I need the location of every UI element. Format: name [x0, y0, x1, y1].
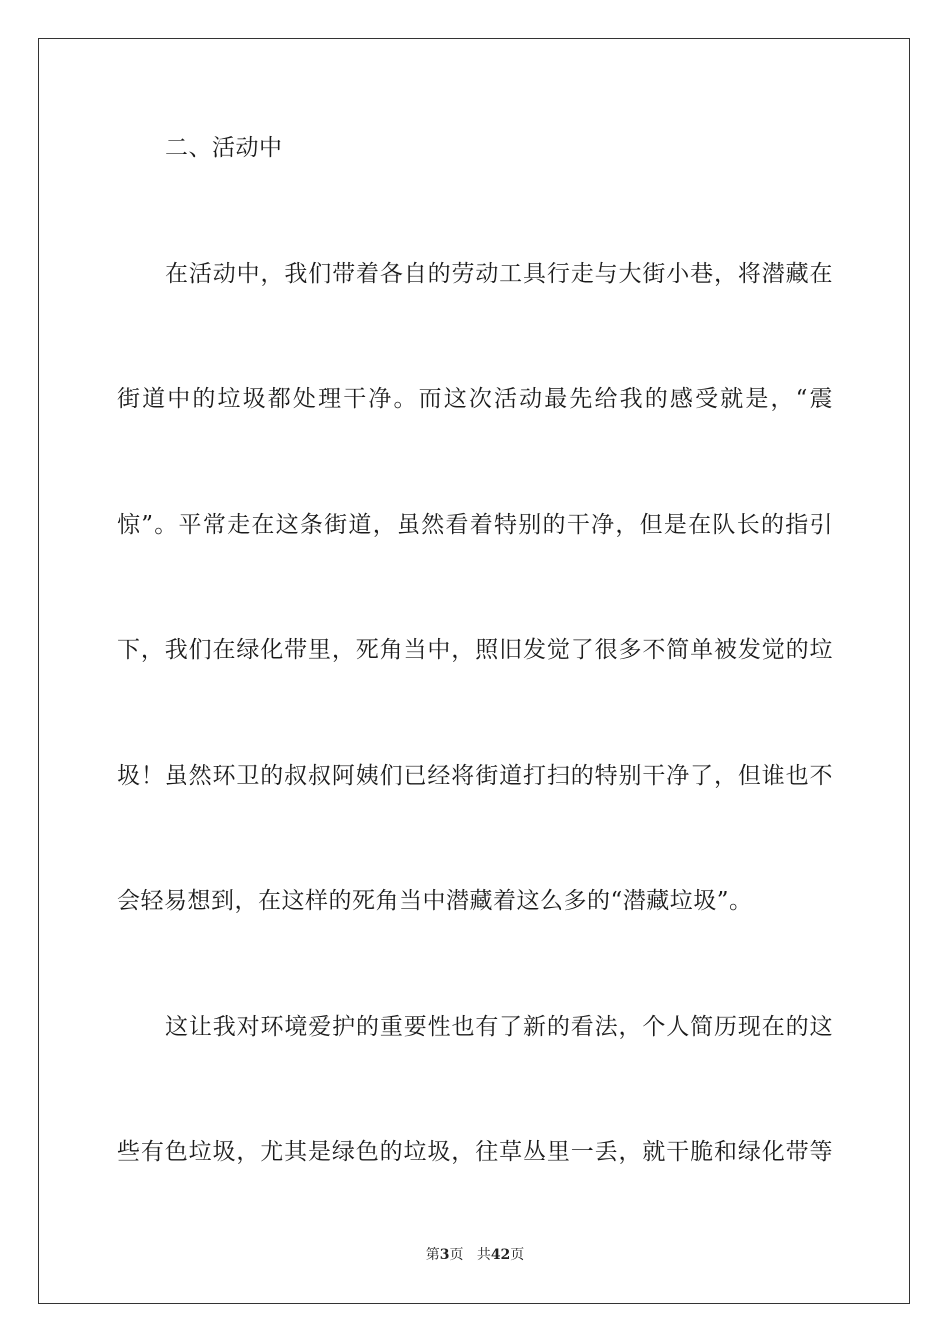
- total-suffix: 页: [510, 1247, 525, 1263]
- paragraph-line: 下，我们在绿化带里，死角当中，照旧发觉了很多不简单被发觉的垃: [117, 637, 833, 663]
- page-number: 3: [439, 1247, 450, 1263]
- paragraph-line: 在活动中，我们带着各自的劳动工具行走与大街小巷，将潜藏在: [165, 261, 833, 287]
- total-prefix: 共: [476, 1247, 491, 1263]
- paragraph-line: 些有色垃圾，尤其是绿色的垃圾，往草丛里一丢，就干脆和绿化带等: [117, 1139, 833, 1165]
- page-suffix: 页: [449, 1247, 464, 1263]
- paragraph-line: 街道中的垃圾都处理干净。而这次活动最先给我的感受就是，“震: [117, 386, 833, 412]
- page-prefix: 第: [425, 1247, 440, 1263]
- page-border: [38, 38, 910, 1304]
- page-footer: [0, 1246, 950, 1264]
- section-heading: 二、活动中: [165, 135, 283, 161]
- paragraph-line: 这让我对环境爱护的重要性也有了新的看法，个人简历现在的这: [165, 1014, 833, 1040]
- paragraph-line: 惊”。平常走在这条街道，虽然看着特别的干净，但是在队长的指引: [117, 512, 833, 538]
- paragraph-line: 圾！虽然环卫的叔叔阿姨们已经将街道打扫的特别干净了，但谁也不: [117, 763, 833, 789]
- paragraph-line: 会轻易想到，在这样的死角当中潜藏着这么多的“潜藏垃圾”。: [117, 888, 753, 914]
- total-pages: 42: [490, 1247, 511, 1263]
